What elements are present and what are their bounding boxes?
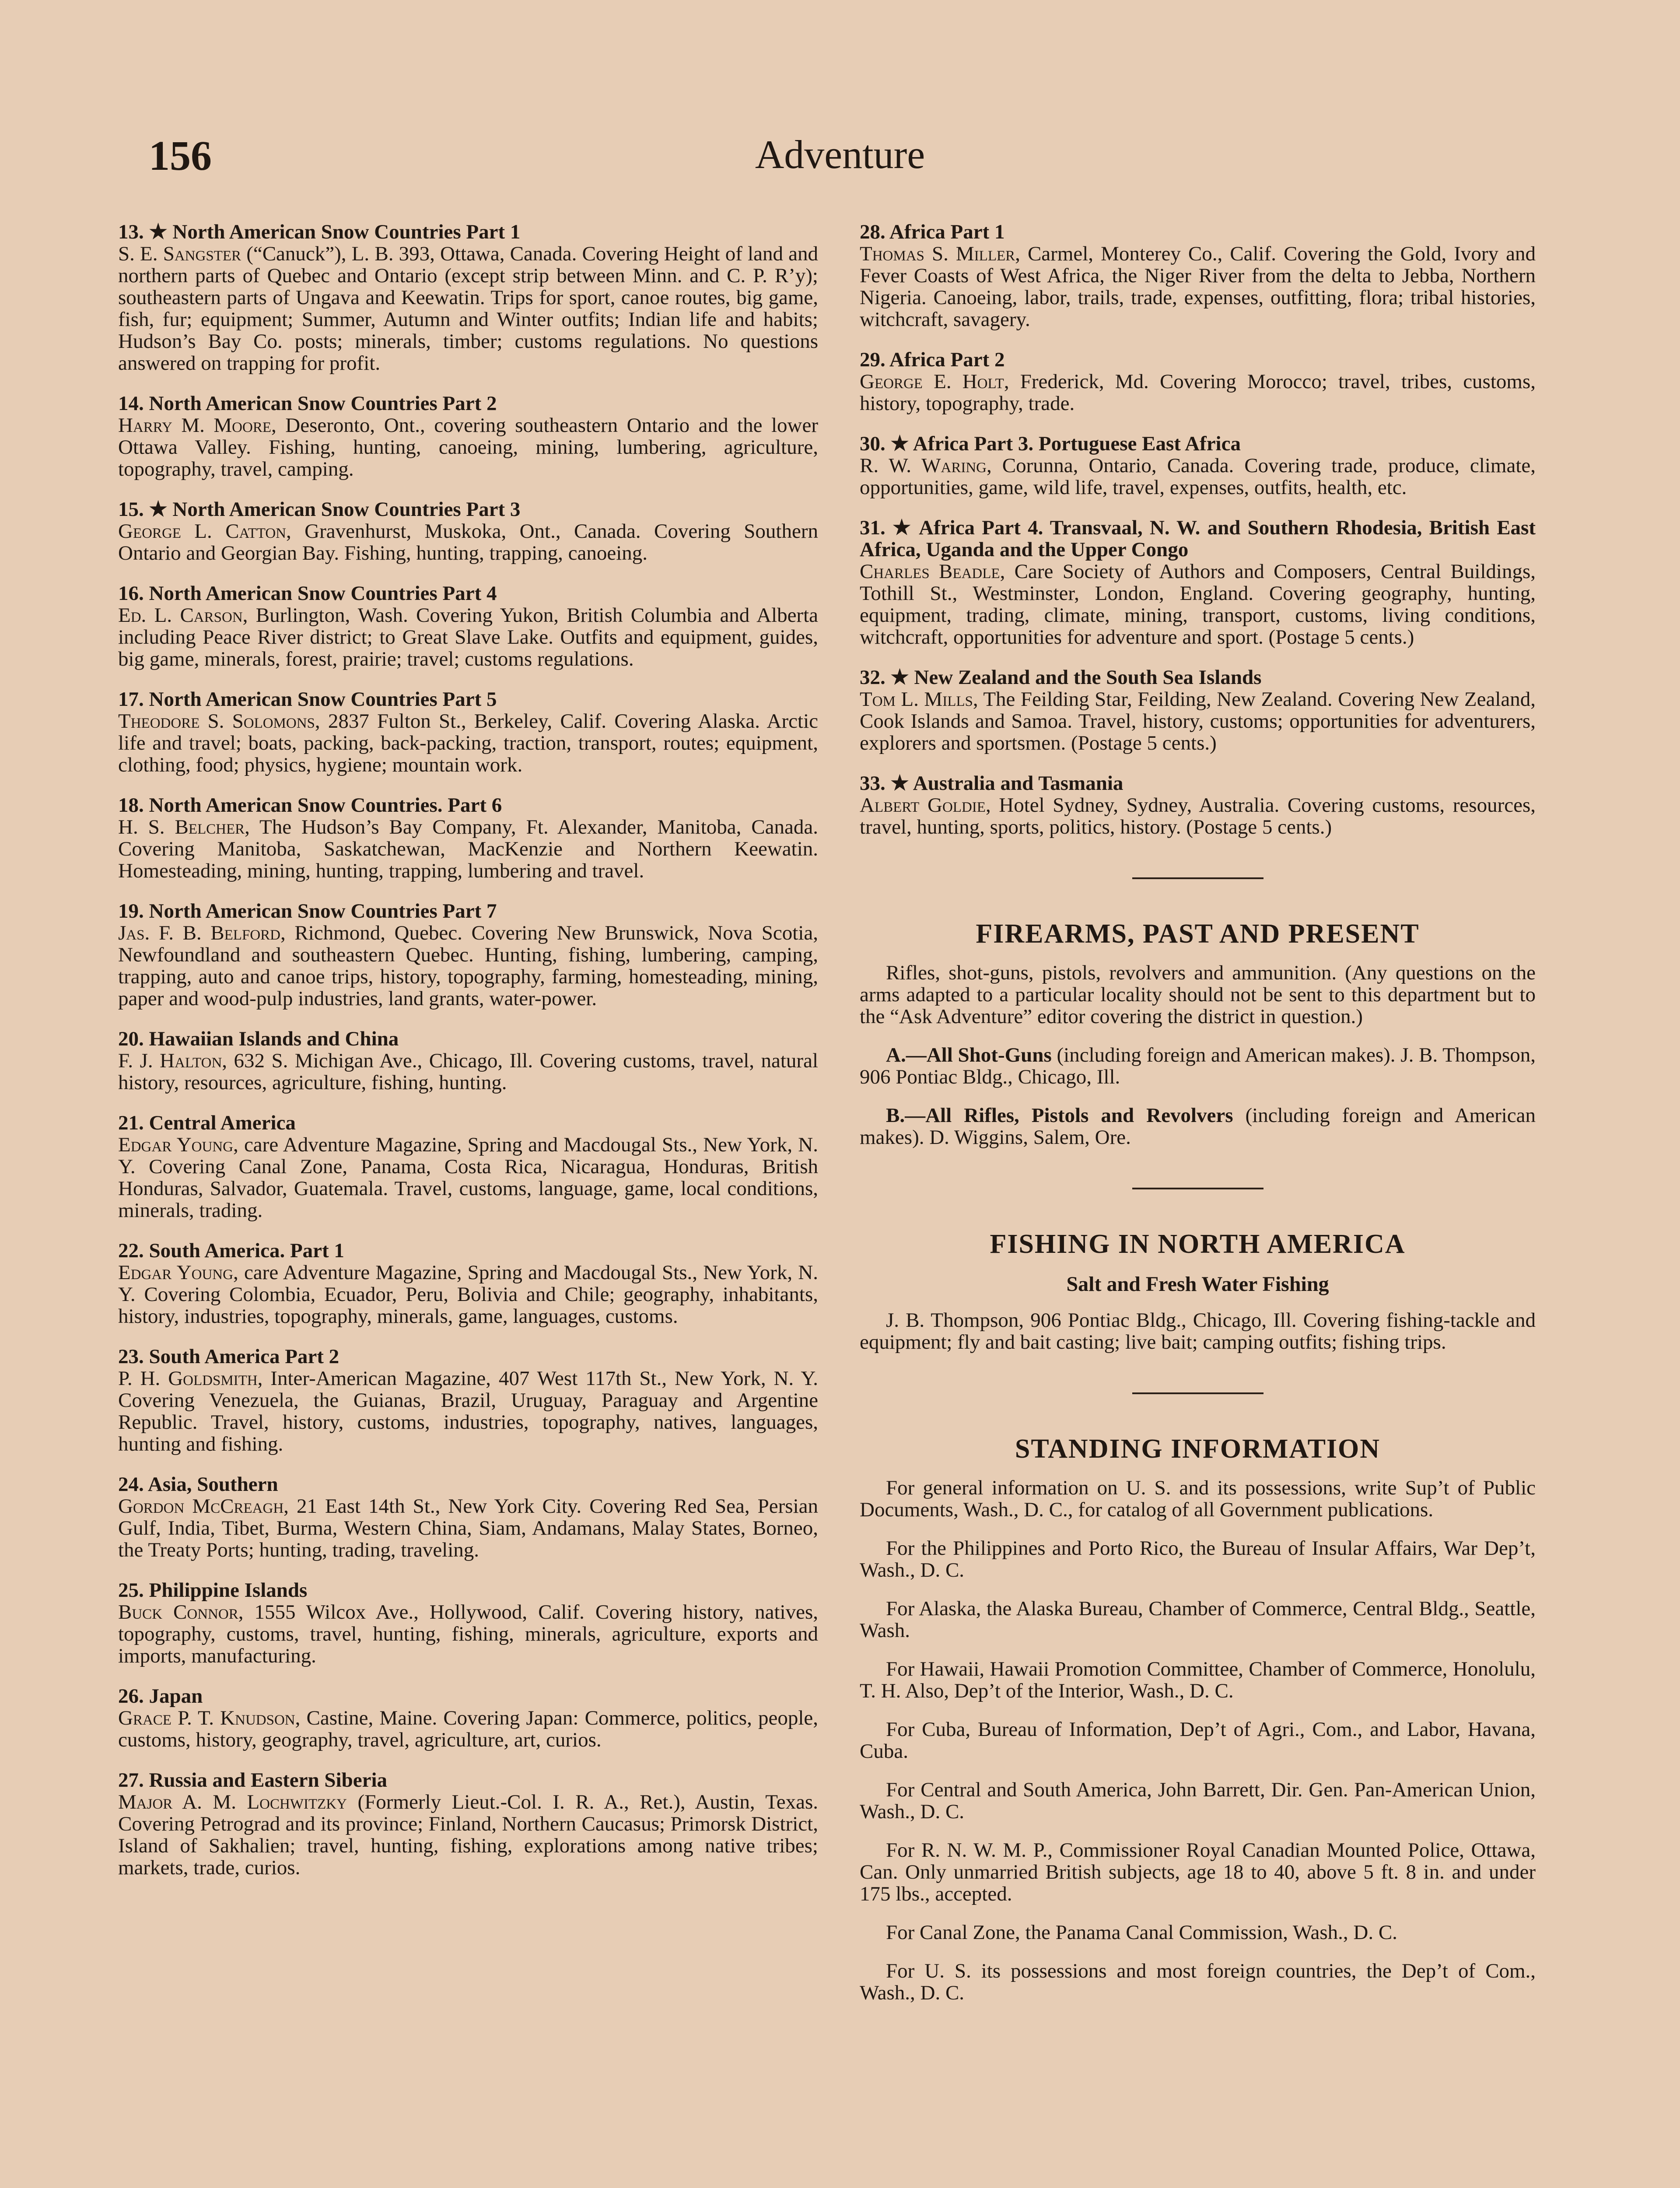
entry <box>118 1346 818 1455</box>
entry-name: Buck Connor <box>118 1601 238 1623</box>
entry <box>118 221 818 374</box>
entry-title: 14. North American Snow Countries Part 2 <box>118 392 497 415</box>
entry-name: Major A. M. Lochwitzky <box>118 1791 347 1813</box>
firearms-item-b <box>860 1105 1536 1148</box>
entry-text: , 632 S. Michigan Ave., Chicago, Ill. Covering customs, travel, natural history, resources, agriculture, fishing, hunting. <box>118 1049 819 1094</box>
entry-name: George L. Catton <box>118 520 287 543</box>
entry-title: 24. Asia, Southern <box>118 1473 278 1496</box>
entry-name: Grace P. T. Knudson <box>118 1707 295 1729</box>
entry-text: , The Feilding Star, Feilding, New Zealand. Covering New Zealand, Cook Islands and Samoa. Travel, history, customs; opportunities for adventurers, explorers and sportsmen. (Postage 5 cents.) <box>860 688 1536 754</box>
entry-title: 26. Japan <box>118 1685 203 1708</box>
standing-paragraph: For Central and South America, John Barrett, Dir. Gen. Pan-American Union, Wash., D. C. <box>860 1778 1536 1823</box>
section-title: STANDING INFORMATION <box>1015 1434 1381 1464</box>
entry <box>118 1473 818 1561</box>
entry-name: Theodore S. Solomons <box>118 710 315 733</box>
entry-title: 21. Central America <box>118 1112 296 1134</box>
entry-name: Ed. L. Carson <box>118 604 243 627</box>
entry-name: H. S. Belcher <box>118 816 245 838</box>
entry-title: 30. ★ Africa Part 3. Portuguese East Africa <box>860 432 1241 455</box>
entry <box>118 1685 818 1751</box>
entry <box>118 1240 818 1327</box>
entry-name: Albert Goldie <box>860 794 986 817</box>
entry <box>118 1579 818 1667</box>
entry <box>118 1112 818 1221</box>
entry-title: 32. ★ New Zealand and the South Sea Islands <box>860 666 1262 689</box>
entry <box>860 666 1536 754</box>
entry-text: , 2837 Fulton St., Berkeley, Calif. Covering Alaska. Arctic life and travel; boats, packing, back-packing, traction, transport, routes; equipment, clothing, food; physics, hygiene; mountain work. <box>118 710 818 776</box>
standing-paragraph: For Alaska, the Alaska Bureau, Chamber of Commerce, Central Bldg., Seattle, Wash. <box>860 1597 1536 1642</box>
entry-text: , Corunna, Ontario, Canada. Covering trade, produce, climate, opportunities, game, wild life, travel, expenses, outfits, health, etc. <box>860 454 1536 499</box>
entry-text: , care Adventure Magazine, Spring and Macdougal Sts., New York, N. Y. Covering Colombia, Ecuador, Peru, Bolivia and Chile; geography, inhabitants, history, industries, topography, minerals, game, languages, customs. <box>118 1261 818 1328</box>
entry-name: George E. Holt <box>860 370 1004 393</box>
section-title: FIREARMS, PAST AND PRESENT <box>976 919 1420 949</box>
entry-title: 16. North American Snow Countries Part 4 <box>118 582 497 605</box>
firearms-section <box>860 919 1536 1148</box>
entry <box>118 794 818 882</box>
entry-text: , care Adventure Magazine, Spring and Macdougal Sts., New York, N. Y. Covering Canal Zone, Panama, Costa Rica, Nicaragua, Honduras, British Honduras, Salvador, Guatemala. Travel, customs, language, game, local conditions, minerals, trading. <box>118 1133 818 1222</box>
section-divider <box>1132 877 1264 879</box>
entry-name: Tom L. Mills <box>860 688 973 711</box>
entry-text: , Castine, Maine. Covering Japan: Commerce, politics, people, customs, history, geography, travel, agriculture, art, curios. <box>118 1707 818 1751</box>
entry-title: 20. Hawaiian Islands and China <box>118 1027 399 1050</box>
entry <box>118 393 818 480</box>
entry-text: , 21 East 14th St., New York City. Covering Red Sea, Persian Gulf, India, Tibet, Burma, Western China, Siam, Andamans, Malay States, Borneo, the Treaty Ports; hunting, trading, traveling. <box>118 1495 819 1561</box>
entry-title: 27. Russia and Eastern Siberia <box>118 1769 388 1792</box>
page-header <box>149 127 1531 188</box>
entry-text: , Care Society of Authors and Composers, Central Buildings, Tothill St., Westminster, London, England. Covering geography, hunting, equipment, trading, climate, mining, transport, customs, living conditions, witchcraft, opportunities for adventure and sport. (Postage 5 cents.) <box>860 560 1536 649</box>
entry-name: Edgar Young <box>118 1261 233 1284</box>
entry <box>860 433 1536 498</box>
firearms-item-a <box>860 1044 1536 1088</box>
standing-paragraph: For general information on U. S. and its possessions, write Sup’t of Public Documents, Wash., D. C., for catalog of all Government publications. <box>860 1476 1536 1521</box>
standing-information-section <box>860 1434 1536 2004</box>
entry <box>118 1028 818 1094</box>
entry <box>118 582 818 670</box>
entry-title: 13. ★ North American Snow Countries Part 1 <box>118 221 521 243</box>
section-subtitle: Salt and Fresh Water Fishing <box>1066 1273 1329 1296</box>
entry-text: , Inter-American Magazine, 407 West 117th St., New York, N. Y. Covering Venezuela, the Guianas, Brazil, Uruguay, Paraguay and Argentine Republic. Travel, history, customs, industries, topography, natives, languages, hunting and fishing. <box>118 1367 818 1455</box>
entry-title: 17. North American Snow Countries Part 5 <box>118 688 497 711</box>
entry <box>860 221 1536 330</box>
firearms-intro: Rifles, shot-guns, pistols, revolvers and ammunition. (Any questions on the arms adapted to a particular locality should not be sent to this department but to the “Ask Adventure” editor covering the district in question.) <box>860 961 1536 1028</box>
entry <box>860 517 1536 648</box>
standing-paragraph: For Cuba, Bureau of Information, Dep’t of Agri., Com., and Labor, Havana, Cuba. <box>860 1718 1536 1763</box>
entry-text: , Hotel Sydney, Sydney, Australia. Covering customs, resources, travel, hunting, sports, politics, history. (Postage 5 cents.) <box>860 794 1536 838</box>
entry-text: , Burlington, Wash. Covering Yukon, British Columbia and Alberta including Peace River district; to Great Slave Lake. Outfits and equipment, guides, big game, minerals, forest, prairie; travel; customs regulations. <box>118 604 819 670</box>
firearms-item-b-text: (including foreign and American makes). D. Wiggins, Salem, Ore. <box>860 1104 1536 1149</box>
entry-text: , Deseronto, Ont., covering southeastern Ontario and the lower Ottawa Valley. Fishing, hunting, canoeing, mining, lumbering, agriculture, topography, travel, camping. <box>118 414 819 480</box>
entry-name: Harry M. Moore <box>118 414 271 437</box>
entry-name: S. E. Sangster <box>118 242 242 265</box>
firearms-item-a-text: (including foreign and American makes). J. B. Thompson, 906 Pontiac Bldg., Chicago, Ill. <box>860 1044 1536 1088</box>
entry-title: 29. Africa Part 2 <box>860 348 1005 371</box>
entry-title: 25. Philippine Islands <box>118 1579 308 1602</box>
standing-paragraph: For the Philippines and Porto Rico, the Bureau of Insular Affairs, War Dep’t, Wash., D. C. <box>860 1537 1536 1581</box>
entry-name: Edgar Young <box>118 1133 233 1156</box>
entry <box>118 498 818 564</box>
section-divider <box>1132 1188 1264 1189</box>
entry-text: (“Canuck”), L. B. 393, Ottawa, Canada. Covering Height of land and northern parts of Quebec and Ontario (except strip between Minn. and C. P. R’y); southeastern parts of Ungava and Keewatin. Trips for sport, canoe routes, big game, fish, fur; equipment; Summer, Autumn and Winter outfits; Indian life and habits; Hudson’s Bay Co. posts; minerals, timber; customs regulations. No questions answered on trapping for profit. <box>118 242 818 375</box>
entry <box>118 900 818 1010</box>
entry <box>860 772 1536 838</box>
section-title: FISHING IN NORTH AMERICA <box>990 1229 1406 1259</box>
left-column <box>118 221 818 1897</box>
entry-text: , Richmond, Quebec. Covering New Brunswick, Nova Scotia, Newfoundland and southeastern Quebec. Hunting, fishing, lumbering, camping, trapping, auto and canoe trips, history, topography, farming, homesteading, mining, paper and wood-pulp industries, land grants, water-power. <box>118 922 819 1010</box>
entry-title: 28. Africa Part 1 <box>860 221 1005 243</box>
entry-name: Charles Beadle <box>860 560 1000 583</box>
entry-name: Jas. F. B. Belford <box>118 922 280 944</box>
entry <box>118 688 818 776</box>
entry-title: 18. North American Snow Countries. Part 6 <box>118 794 502 817</box>
entry-title: 31. ★ Africa Part 4. Transvaal, N. W. and Southern Rhodesia, British East Africa, Uganda and the Upper Congo <box>860 516 1536 561</box>
entry-text: , The Hudson’s Bay Company, Ft. Alexander, Manitoba, Canada. Covering Manitoba, Saskatchewan, MacKenzie and Northern Keewatin. Homesteading, mining, hunting, trapping, lumbering and travel. <box>118 816 818 882</box>
standing-paragraph: For U. S. its possessions and most foreign countries, the Dep’t of Com., Wash., D. C. <box>860 1960 1536 2004</box>
entry-title: 15. ★ North American Snow Countries Part 3 <box>118 498 521 521</box>
page-number: 156 <box>149 132 212 179</box>
entry-text: , Gravenhurst, Muskoka, Ont., Canada. Covering Southern Ontario and Georgian Bay. Fishing, hunting, trapping, canoeing. <box>118 520 818 565</box>
firearms-item-b-head: B.—All Rifles, Pistols and Revolvers <box>886 1104 1233 1127</box>
standing-paragraph: For Canal Zone, the Panama Canal Commission, Wash., D. C. <box>886 1921 1397 1944</box>
entry <box>860 349 1536 414</box>
entry-text: , Frederick, Md. Covering Morocco; travel, tribes, customs, history, topography, trade. <box>860 370 1536 415</box>
running-head: Adventure <box>755 132 925 177</box>
standing-paragraph: For Hawaii, Hawaii Promotion Committee, Chamber of Commerce, Honolulu, T. H. Also, Dep’t of the Interior, Wash., D. C. <box>860 1658 1536 1702</box>
right-column <box>860 221 1536 2020</box>
section-divider <box>1132 1392 1264 1394</box>
fishing-text: J. B. Thompson, 906 Pontiac Bldg., Chicago, Ill. Covering fishing-tackle and equipment; fly and bait casting; live bait; camping outfits; fishing trips. <box>860 1309 1536 1353</box>
entry <box>118 1769 818 1879</box>
entry-title: 33. ★ Australia and Tasmania <box>860 772 1124 795</box>
entry-name: R. W. Waring <box>860 454 987 477</box>
entry-name: F. J. Halton <box>118 1049 222 1072</box>
entry-name: Gordon McCreagh <box>118 1495 284 1518</box>
entry-title: 23. South America Part 2 <box>118 1345 340 1368</box>
entry-text: , Carmel, Monterey Co., Calif. Covering the Gold, Ivory and Fever Coasts of West Africa, the Niger River from the delta to Jebba, Northern Nigeria. Canoeing, labor, trails, trade, expenses, outfitting, flora; tribal histories, witchcraft, savagery. <box>860 242 1536 331</box>
entry-title: 22. South America. Part 1 <box>118 1239 344 1262</box>
fishing-section <box>860 1229 1536 1353</box>
entry-text: , 1555 Wilcox Ave., Hollywood, Calif. Covering history, natives, topography, customs, travel, hunting, fishing, minerals, agriculture, exports and imports, manufacturing. <box>118 1601 818 1667</box>
entry-name: P. H. Goldsmith <box>118 1367 258 1390</box>
standing-paragraph: For R. N. W. M. P., Commissioner Royal Canadian Mounted Police, Ottawa, Can. Only unmarried British subjects, age 18 to 40, above 5 ft. 8 in. and under 175 lbs., accepted. <box>860 1839 1536 1905</box>
entry-text: (Formerly Lieut.-Col. I. R. A., Ret.), Austin, Texas. Covering Petrograd and its province; Finland, Northern Caucasus; Primorsk District, Island of Sakhalien; travel, hunting, fishing, explorations among native tribes; markets, trade, curios. <box>118 1791 818 1879</box>
entry-title: 19. North American Snow Countries Part 7 <box>118 900 497 922</box>
entry-name: Thomas S. Miller <box>860 242 1015 265</box>
firearms-item-a-head: A.—All Shot-Guns <box>886 1044 1052 1066</box>
